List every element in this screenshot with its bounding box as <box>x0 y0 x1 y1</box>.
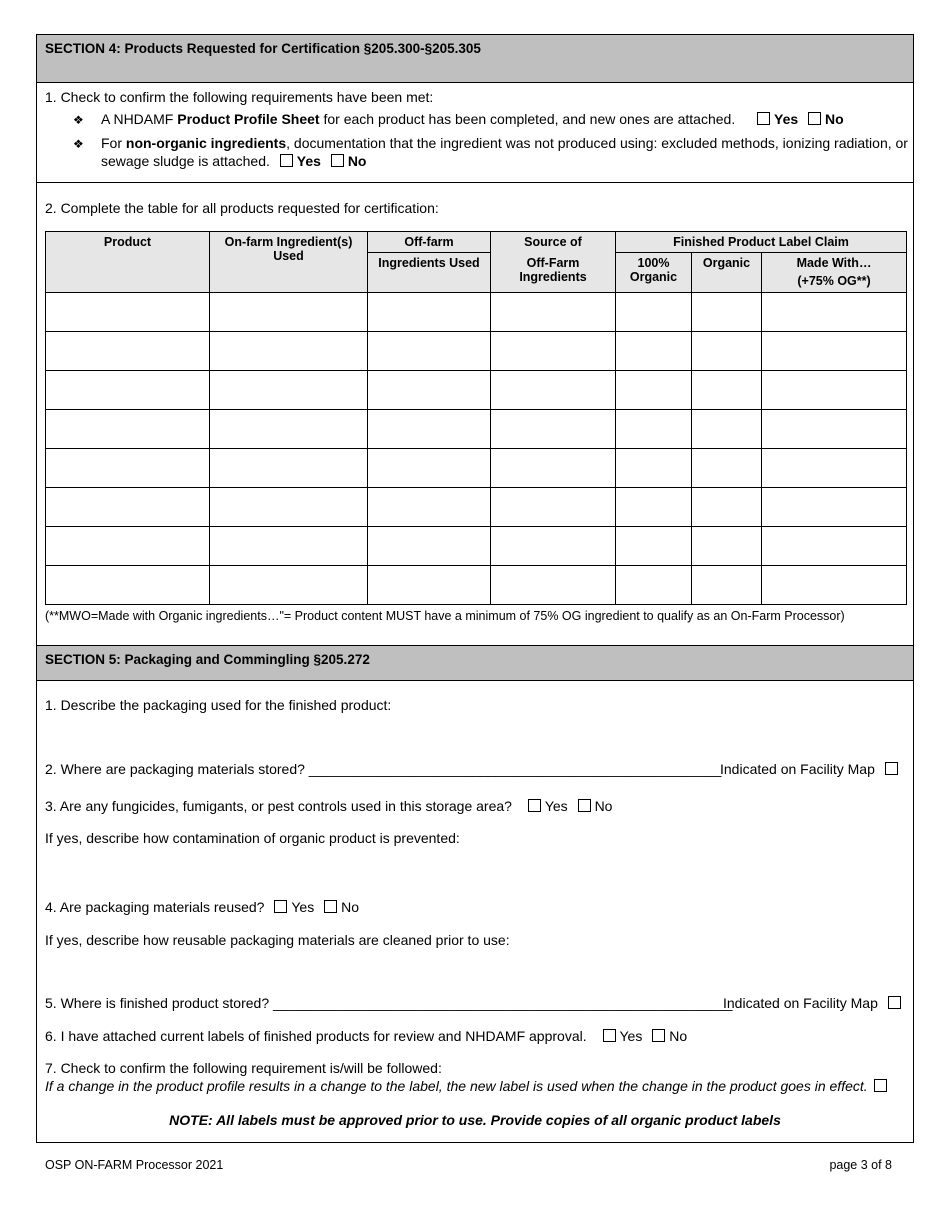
s4-b2-line2: sewage sludge is attached. <box>101 153 270 169</box>
table-cell[interactable] <box>46 410 210 449</box>
th-made-with-top: Made With… <box>796 256 872 270</box>
table-cell[interactable] <box>368 488 491 527</box>
table-cell[interactable] <box>762 449 907 488</box>
s5-q6-yes-checkbox[interactable] <box>603 1029 616 1042</box>
bullet-icon: ❖ <box>73 137 84 151</box>
table-cell[interactable] <box>491 488 616 527</box>
table-cell[interactable] <box>762 293 907 332</box>
table-cell[interactable] <box>491 527 616 566</box>
s5-q1: 1. Describe the packaging used for the finished product: <box>45 697 392 713</box>
table-cell[interactable] <box>692 410 762 449</box>
table-cell[interactable] <box>368 527 491 566</box>
table-cell[interactable] <box>210 332 368 371</box>
s5-q2-facility-checkbox[interactable] <box>885 762 898 775</box>
th-label-claim: Finished Product Label Claim <box>616 232 907 253</box>
s4-b1-yes-label: Yes <box>774 111 799 127</box>
table-row <box>46 566 907 605</box>
table-cell[interactable] <box>46 293 210 332</box>
table-cell[interactable] <box>762 488 907 527</box>
s4-b1-bold: Product Profile Sheet <box>177 111 320 127</box>
th-product: Product <box>46 232 210 293</box>
table-cell[interactable] <box>210 371 368 410</box>
table-cell[interactable] <box>762 410 907 449</box>
section5-title: SECTION 5: Packaging and Commingling §205.272 <box>45 652 370 667</box>
table-cell[interactable] <box>762 566 907 605</box>
s4-b2-post: , documentation that the ingredient was not produced using: excluded methods, ionizing radiation, or <box>286 135 908 151</box>
table-cell[interactable] <box>491 371 616 410</box>
s5-q6-no-label: No <box>669 1028 688 1044</box>
s4-bullet2-line2 <box>101 153 366 169</box>
s4-q1: 1. Check to confirm the following requirements have been met: <box>45 89 434 105</box>
table-cell[interactable] <box>210 293 368 332</box>
table-cell[interactable] <box>616 293 692 332</box>
s4-b1-no-checkbox[interactable] <box>808 112 821 125</box>
s5-q5-facility <box>723 995 905 1011</box>
table-cell[interactable] <box>46 371 210 410</box>
s5-q6-text: 6. I have attached current labels of finished products for review and NHDAMF approval. <box>45 1028 587 1044</box>
table-row <box>46 410 907 449</box>
table-row <box>46 332 907 371</box>
footer-right: page 3 of 8 <box>829 1158 892 1172</box>
th-source-top: Source of <box>491 232 616 253</box>
table-row <box>46 293 907 332</box>
s5-q2: 2. Where are packaging materials stored? _____________________________________________________ <box>45 761 722 777</box>
table-cell[interactable] <box>210 488 368 527</box>
table-cell[interactable] <box>616 488 692 527</box>
s5-q4-followup: If yes, describe how reusable packaging materials are cleaned prior to use: <box>45 932 510 948</box>
table-cell[interactable] <box>368 566 491 605</box>
s5-q4-no-label: No <box>341 899 359 915</box>
th-offfarm-bottom: Ingredients Used <box>368 253 491 293</box>
table-cell[interactable] <box>616 410 692 449</box>
s5-q3-no-label: No <box>594 798 613 814</box>
s4-b2-yes-checkbox[interactable] <box>280 154 293 167</box>
s4-b2-no-label: No <box>347 153 367 169</box>
divider <box>37 182 913 183</box>
table-cell[interactable] <box>46 332 210 371</box>
table-cell[interactable] <box>616 527 692 566</box>
s4-b1-post: for each product has been completed, and new ones are attached. <box>319 111 736 127</box>
table-cell[interactable] <box>762 332 907 371</box>
table-cell[interactable] <box>491 449 616 488</box>
s5-note: NOTE: All labels must be approved prior to use. Provide copies of all organic product labels <box>169 1112 781 1128</box>
table-cell[interactable] <box>616 566 692 605</box>
table-cell[interactable] <box>616 449 692 488</box>
table-cell[interactable] <box>368 293 491 332</box>
bullet-icon: ❖ <box>73 113 84 127</box>
th-organic: Organic <box>692 253 762 293</box>
s5-q3-yes-label: Yes <box>544 798 568 814</box>
table-cell[interactable] <box>491 293 616 332</box>
s5-q6-no-checkbox[interactable] <box>652 1029 665 1042</box>
th-onfarm: On-farm Ingredient(s) Used <box>210 232 368 293</box>
table-cell[interactable] <box>46 449 210 488</box>
section4-header <box>37 35 913 83</box>
table-cell[interactable] <box>210 449 368 488</box>
s4-bullet2 <box>101 135 908 151</box>
table-row <box>46 371 907 410</box>
s4-b2-bold: non-organic ingredients <box>125 135 287 151</box>
section5-header <box>37 645 913 681</box>
table-cell[interactable] <box>491 410 616 449</box>
products-table <box>45 231 907 605</box>
s5-q3-followup: If yes, describe how contamination of organic product is prevented: <box>45 830 460 846</box>
table-cell[interactable] <box>368 449 491 488</box>
s5-q3-yes-checkbox[interactable] <box>528 799 541 812</box>
footer-left: OSP ON-FARM Processor 2021 <box>45 1158 224 1172</box>
table-cell[interactable] <box>762 527 907 566</box>
s5-q7-italic: If a change in the product profile results in a change to the label, the new label is used when the change in the product goes in effect. <box>45 1078 868 1094</box>
s5-q3-no-checkbox[interactable] <box>578 799 591 812</box>
s5-q4-no-checkbox[interactable] <box>324 900 337 913</box>
table-cell[interactable] <box>368 332 491 371</box>
table-cell[interactable] <box>46 566 210 605</box>
s4-footnote: (**MWO=Made with Organic ingredients…"= Product content MUST have a minimum of 75% OG ingredient to qualify as an On-Farm Processor) <box>45 609 845 623</box>
table-row <box>46 488 907 527</box>
s4-b1-yes-checkbox[interactable] <box>757 112 770 125</box>
table-cell[interactable] <box>46 527 210 566</box>
table-cell[interactable] <box>46 488 210 527</box>
table-cell[interactable] <box>210 527 368 566</box>
s5-q5-facility-label: Indicated on Facility Map <box>723 995 878 1011</box>
s4-b2-pre: For <box>101 135 126 151</box>
table-cell[interactable] <box>692 371 762 410</box>
table-cell[interactable] <box>491 566 616 605</box>
s4-q2: 2. Complete the table for all products requested for certification: <box>45 200 439 216</box>
table-row <box>46 449 907 488</box>
s5-q6-yes-label: Yes <box>619 1028 643 1044</box>
s5-q2-facility-label: Indicated on Facility Map <box>720 761 875 777</box>
table-row <box>46 527 907 566</box>
s4-b1-no-label: No <box>825 111 844 127</box>
s4-bullet1 <box>101 111 844 127</box>
s5-q3-text: 3. Are any fungicides, fumigants, or pest controls used in this storage area? <box>45 798 512 814</box>
s5-q7: 7. Check to confirm the following requirement is/will be followed: <box>45 1060 442 1076</box>
s5-q3 <box>45 798 612 814</box>
table-cell[interactable] <box>692 488 762 527</box>
th-100-organic: 100% Organic <box>616 253 692 293</box>
s4-b1-pre: A NHDAMF <box>101 111 178 127</box>
s4-b2-yes-label: Yes <box>296 153 321 169</box>
table-cell[interactable] <box>692 566 762 605</box>
table-cell[interactable] <box>692 293 762 332</box>
table-cell[interactable] <box>210 410 368 449</box>
table-cell[interactable] <box>368 371 491 410</box>
table-cell[interactable] <box>491 332 616 371</box>
s4-b2-no-checkbox[interactable] <box>331 154 344 167</box>
table-cell[interactable] <box>692 527 762 566</box>
th-made-with-bottom: (+75% OG**) <box>797 274 871 288</box>
s5-q4-yes-checkbox[interactable] <box>274 900 287 913</box>
table-cell[interactable] <box>210 566 368 605</box>
s5-q6 <box>45 1028 687 1044</box>
s5-q5: 5. Where is finished product stored? ___________________________________________________________ <box>45 995 733 1011</box>
s5-q5-facility-checkbox[interactable] <box>888 996 901 1009</box>
s5-q7-requirement <box>45 1078 891 1094</box>
th-offfarm-top: Off-farm <box>368 232 491 253</box>
table-cell[interactable] <box>616 332 692 371</box>
table-cell[interactable] <box>616 371 692 410</box>
table-cell[interactable] <box>692 449 762 488</box>
th-source-bottom: Off-Farm Ingredients <box>491 253 616 293</box>
s5-q4-text: 4. Are packaging materials reused? <box>45 899 265 915</box>
s5-q2-facility <box>720 761 902 777</box>
table-cell[interactable] <box>368 410 491 449</box>
s5-q4-yes-label: Yes <box>291 899 315 915</box>
table-cell[interactable] <box>762 371 907 410</box>
th-made-with <box>762 253 907 293</box>
form-frame <box>36 34 914 1143</box>
s5-q7-checkbox[interactable] <box>874 1079 887 1092</box>
s5-q4 <box>45 899 359 915</box>
section4-title: SECTION 4: Products Requested for Certification §205.300-§205.305 <box>45 41 481 56</box>
table-cell[interactable] <box>692 332 762 371</box>
